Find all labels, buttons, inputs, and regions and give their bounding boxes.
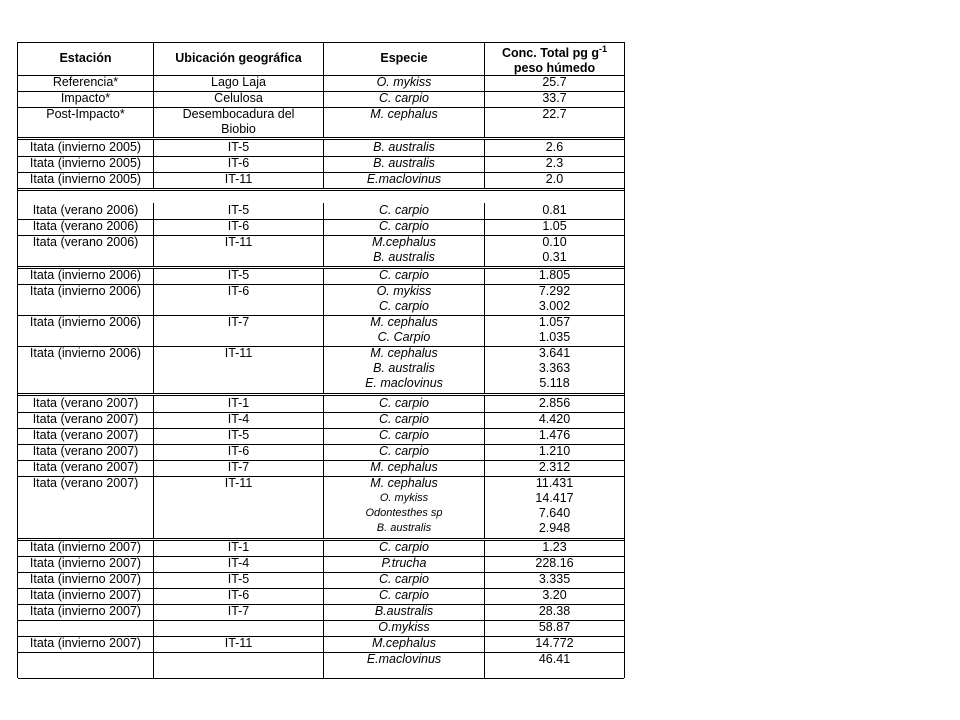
cell-concentracion-line: 46.41 (538, 652, 571, 666)
table-row (18, 156, 624, 172)
cell-especie (324, 156, 485, 172)
cell-ubicacion-line: IT-7 (227, 604, 250, 618)
header-especie: Especie (324, 42, 485, 75)
cell-especie-line: C. carpio (378, 219, 430, 233)
data-table (17, 42, 625, 678)
cell-ubicacion (154, 556, 324, 572)
cell-ubicacion (154, 219, 324, 235)
cell-estacion: Itata (invierno 2006) (18, 268, 154, 284)
cell-concentracion-line: 5.118 (539, 376, 570, 390)
cell-concentracion-line: 0.10 (542, 235, 567, 249)
cell-especie (324, 172, 485, 188)
cell-estacion (18, 652, 154, 678)
cell-concentracion (485, 203, 624, 219)
cell-especie (324, 140, 485, 156)
cell-especie-line: C. carpio (378, 540, 430, 554)
cell-ubicacion-line: IT-5 (227, 572, 250, 586)
table-header-row (18, 42, 624, 75)
row-separator (18, 476, 624, 477)
cell-estacion: Itata (invierno 2007) (18, 604, 154, 620)
cell-estacion (18, 620, 154, 636)
cell-concentracion-line: 2.948 (538, 521, 571, 535)
cell-especie-line: C. carpio (378, 588, 430, 602)
cell-ubicacion-line: IT-6 (227, 444, 250, 458)
cell-ubicacion (154, 140, 324, 156)
cell-concentracion (485, 315, 624, 346)
row-separator (18, 460, 624, 461)
cell-ubicacion (154, 460, 324, 476)
table-row (18, 315, 624, 346)
header-conc-exponent: -1 (598, 44, 607, 55)
cell-especie-line: B. australis (373, 156, 435, 170)
cell-especie-line: O. mykiss (376, 284, 432, 298)
table-row (18, 652, 624, 678)
table-row (18, 107, 624, 137)
cell-ubicacion (154, 636, 324, 652)
cell-estacion: Itata (invierno 2007) (18, 556, 154, 572)
cell-concentracion-line: 2.856 (538, 396, 571, 410)
cell-estacion: Itata (verano 2006) (18, 203, 154, 219)
cell-estacion: Itata (invierno 2005) (18, 172, 154, 188)
cell-estacion: Itata (invierno 2007) (18, 572, 154, 588)
cell-especie-line: B. australis (373, 361, 435, 375)
table-row (18, 172, 624, 188)
cell-concentracion-line: 22.7 (542, 107, 567, 121)
cell-concentracion (485, 412, 624, 428)
cell-ubicacion (154, 284, 324, 315)
cell-estacion: Itata (invierno 2005) (18, 156, 154, 172)
cell-especie (324, 284, 485, 315)
cell-ubicacion (154, 91, 324, 107)
cell-especie-line: M.cephalus (372, 235, 436, 249)
cell-especie (324, 235, 485, 266)
cell-especie (324, 604, 485, 620)
cell-especie-line: M. cephalus (370, 107, 438, 121)
cell-ubicacion (154, 315, 324, 346)
cell-concentracion-line: 3.002 (538, 299, 571, 313)
cell-especie (324, 588, 485, 604)
cell-concentracion (485, 604, 624, 620)
cell-ubicacion-line: IT-6 (227, 156, 250, 170)
row-separator (18, 678, 624, 679)
table-row (18, 235, 624, 266)
row-separator (18, 428, 624, 429)
cell-concentracion (485, 91, 624, 107)
cell-especie-line: O.mykiss (378, 620, 430, 634)
table-row (18, 284, 624, 315)
cell-estacion: Itata (invierno 2006) (18, 315, 154, 346)
group-separator (18, 538, 624, 541)
cell-especie-line: C. carpio (378, 203, 430, 217)
cell-especie-line: P.trucha (381, 556, 427, 570)
table-row (18, 460, 624, 476)
cell-concentracion (485, 396, 624, 412)
cell-ubicacion (154, 203, 324, 219)
cell-estacion: Itata (verano 2007) (18, 460, 154, 476)
cell-especie (324, 268, 485, 284)
row-separator (18, 284, 624, 285)
cell-especie (324, 219, 485, 235)
cell-especie-line: C. carpio (378, 91, 430, 105)
row-separator (18, 315, 624, 316)
group-separator (18, 266, 624, 269)
cell-especie (324, 460, 485, 476)
cell-ubicacion (154, 476, 324, 538)
row-separator (18, 556, 624, 557)
cell-ubicacion (154, 75, 324, 91)
cell-concentracion-line: 2.6 (545, 140, 564, 154)
cell-especie-line: C. carpio (378, 572, 430, 586)
table-row (18, 556, 624, 572)
row-separator (18, 91, 624, 92)
cell-especie (324, 91, 485, 107)
cell-ubicacion-line: IT-7 (227, 315, 250, 329)
cell-concentracion (485, 235, 624, 266)
cell-concentracion (485, 172, 624, 188)
cell-concentracion (485, 219, 624, 235)
table-row (18, 588, 624, 604)
cell-ubicacion (154, 396, 324, 412)
cell-concentracion (485, 140, 624, 156)
cell-concentracion (485, 540, 624, 556)
cell-concentracion-line: 0.31 (542, 250, 567, 264)
header-conc-line1 (502, 42, 607, 60)
cell-concentracion-line: 1.805 (538, 268, 571, 282)
cell-concentracion (485, 107, 624, 137)
cell-especie-line: E. maclovinus (365, 376, 443, 390)
row-separator (18, 620, 624, 621)
cell-concentracion-line: 58.87 (538, 620, 571, 634)
table-row (18, 219, 624, 235)
header-conc-text: Conc. Total pg g (502, 46, 599, 61)
cell-concentracion (485, 556, 624, 572)
cell-especie (324, 444, 485, 460)
group-separator (18, 188, 624, 191)
cell-especie-line: M.cephalus (372, 636, 436, 650)
row-separator (18, 42, 624, 43)
cell-ubicacion-line: Desembocadura del (182, 107, 295, 121)
cell-concentracion-line: 1.057 (538, 315, 571, 329)
cell-ubicacion-line: IT-1 (227, 540, 250, 554)
cell-concentracion (485, 268, 624, 284)
table-row (18, 620, 624, 636)
table-row (18, 428, 624, 444)
cell-especie (324, 412, 485, 428)
cell-ubicacion (154, 428, 324, 444)
cell-especie-line: B. australis (376, 522, 432, 534)
cell-concentracion-line: 11.431 (535, 476, 574, 490)
group-separator (18, 137, 624, 140)
table-row (18, 412, 624, 428)
cell-concentracion-line: 1.476 (538, 428, 571, 442)
cell-concentracion-line: 28.38 (538, 604, 571, 618)
cell-especie-line: C. carpio (378, 268, 430, 282)
cell-especie-line: E.maclovinus (366, 172, 442, 186)
cell-ubicacion (154, 652, 324, 678)
row-separator (18, 652, 624, 653)
cell-concentracion-line: 7.292 (538, 284, 571, 298)
cell-especie-line: Odontesthes sp (365, 507, 443, 519)
cell-ubicacion-line: IT-5 (227, 140, 250, 154)
cell-concentracion-line: 25.7 (542, 75, 567, 89)
cell-estacion: Itata (invierno 2007) (18, 636, 154, 652)
cell-concentracion (485, 428, 624, 444)
cell-especie (324, 396, 485, 412)
table-row (18, 636, 624, 652)
cell-concentracion (485, 460, 624, 476)
row-separator (18, 346, 624, 347)
table-row (18, 91, 624, 107)
cell-estacion: Itata (invierno 2007) (18, 540, 154, 556)
table-row (18, 203, 624, 219)
cell-ubicacion-line: IT-11 (224, 476, 253, 490)
cell-concentracion-line: 14.417 (535, 491, 574, 505)
cell-ubicacion-line: IT-11 (224, 172, 253, 186)
table-row (18, 396, 624, 412)
cell-estacion: Itata (verano 2007) (18, 428, 154, 444)
cell-concentracion-line: 7.640 (538, 506, 571, 520)
cell-concentracion-line: 228.16 (535, 556, 574, 570)
row-separator (18, 604, 624, 605)
cell-ubicacion-line: IT-7 (227, 460, 250, 474)
cell-estacion: Itata (invierno 2007) (18, 588, 154, 604)
cell-especie-line: C. carpio (378, 444, 430, 458)
cell-ubicacion (154, 156, 324, 172)
cell-ubicacion (154, 620, 324, 636)
row-separator (18, 172, 624, 173)
cell-estacion: Referencia* (18, 75, 154, 91)
table-row (18, 268, 624, 284)
row-separator (18, 75, 624, 76)
cell-estacion: Itata (invierno 2006) (18, 284, 154, 315)
cell-especie (324, 620, 485, 636)
cell-especie-line: B. australis (373, 250, 435, 264)
cell-ubicacion (154, 588, 324, 604)
cell-ubicacion-line: IT-1 (227, 396, 250, 410)
cell-concentracion-line: 1.23 (542, 540, 567, 554)
cell-concentracion-line: 3.335 (538, 572, 571, 586)
cell-especie-line: C. carpio (378, 299, 430, 313)
cell-especie (324, 476, 485, 538)
cell-concentracion-line: 1.05 (542, 219, 567, 233)
cell-especie (324, 540, 485, 556)
cell-especie (324, 636, 485, 652)
cell-concentracion (485, 284, 624, 315)
cell-especie (324, 572, 485, 588)
cell-estacion: Itata (verano 2007) (18, 396, 154, 412)
cell-ubicacion-line: Lago Laja (211, 75, 266, 89)
row-separator (18, 219, 624, 220)
header-estacion: Estación (18, 42, 154, 75)
cell-estacion: Itata (verano 2007) (18, 412, 154, 428)
cell-especie-line: B. australis (373, 140, 435, 154)
table-row (18, 572, 624, 588)
table-row (18, 140, 624, 156)
cell-especie-line: C. carpio (378, 428, 430, 442)
cell-especie-line: M. cephalus (370, 460, 438, 474)
row-separator (18, 636, 624, 637)
cell-concentracion-line: 14.772 (535, 636, 574, 650)
cell-especie (324, 75, 485, 91)
header-concentracion (485, 42, 624, 75)
cell-especie (324, 428, 485, 444)
cell-especie-line: M. cephalus (370, 346, 438, 360)
cell-estacion: Itata (invierno 2005) (18, 140, 154, 156)
cell-ubicacion-line: IT-4 (227, 412, 250, 426)
table-row (18, 75, 624, 91)
cell-concentracion-line: 0.81 (542, 203, 567, 217)
cell-concentracion (485, 620, 624, 636)
cell-concentracion-line: 2.3 (545, 156, 564, 170)
cell-ubicacion-line: Biobio (221, 122, 256, 136)
row-separator (18, 572, 624, 573)
cell-ubicacion-line: IT-11 (224, 636, 253, 650)
cell-concentracion-line: 33.7 (542, 91, 567, 105)
table-row (18, 604, 624, 620)
cell-estacion: Itata (invierno 2006) (18, 346, 154, 393)
cell-especie (324, 315, 485, 346)
cell-concentracion-line: 2.312 (538, 460, 571, 474)
cell-ubicacion (154, 412, 324, 428)
cell-especie-line: C. carpio (378, 396, 430, 410)
cell-ubicacion-line: IT-5 (227, 428, 250, 442)
cell-estacion: Itata (verano 2006) (18, 235, 154, 266)
cell-estacion: Itata (verano 2007) (18, 476, 154, 538)
cell-especie-line: E.maclovinus (366, 652, 442, 666)
row-separator (18, 235, 624, 236)
cell-ubicacion-line: IT-4 (227, 556, 250, 570)
row-separator (18, 156, 624, 157)
cell-especie-line: O. mykiss (379, 492, 429, 504)
cell-ubicacion (154, 604, 324, 620)
row-separator (18, 588, 624, 589)
cell-concentracion-line: 3.20 (542, 588, 567, 602)
cell-concentracion (485, 346, 624, 393)
cell-estacion: Itata (verano 2007) (18, 444, 154, 460)
cell-ubicacion (154, 346, 324, 393)
cell-ubicacion (154, 444, 324, 460)
cell-concentracion (485, 636, 624, 652)
cell-especie (324, 107, 485, 137)
cell-concentracion-line: 3.641 (538, 346, 571, 360)
cell-concentracion-line: 3.363 (538, 361, 571, 375)
cell-estacion: Post-Impacto* (18, 107, 154, 137)
cell-ubicacion-line: IT-6 (227, 284, 250, 298)
cell-concentracion (485, 572, 624, 588)
cell-concentracion-line: 1.210 (538, 444, 571, 458)
table-row (18, 540, 624, 556)
cell-concentracion (485, 652, 624, 678)
cell-ubicacion-line: IT-6 (227, 219, 250, 233)
cell-ubicacion (154, 107, 324, 137)
cell-concentracion-line: 1.035 (538, 330, 571, 344)
cell-ubicacion-line: Celulosa (214, 91, 263, 105)
cell-especie-line: O. mykiss (376, 75, 432, 89)
cell-especie-line: B.australis (374, 604, 434, 618)
cell-ubicacion (154, 540, 324, 556)
table-row (18, 444, 624, 460)
header-conc-line2: peso húmedo (513, 60, 596, 75)
cell-ubicacion-line: IT-5 (227, 203, 250, 217)
cell-concentracion (485, 156, 624, 172)
cell-ubicacion-line: IT-5 (227, 268, 250, 282)
cell-ubicacion-line: IT-6 (227, 588, 250, 602)
cell-especie-line: C. carpio (378, 412, 430, 426)
cell-ubicacion (154, 572, 324, 588)
cell-ubicacion (154, 172, 324, 188)
cell-concentracion (485, 444, 624, 460)
header-ubicacion: Ubicación geográfica (154, 42, 324, 75)
cell-concentracion (485, 476, 624, 538)
cell-estacion: Itata (verano 2006) (18, 219, 154, 235)
cell-especie (324, 203, 485, 219)
group-separator (18, 393, 624, 396)
cell-concentracion (485, 75, 624, 91)
cell-concentracion (485, 588, 624, 604)
row-separator (18, 444, 624, 445)
cell-especie (324, 346, 485, 393)
cell-concentracion-line: 2.0 (545, 172, 564, 186)
cell-estacion: Impacto* (18, 91, 154, 107)
cell-concentracion-line: 4.420 (538, 412, 571, 426)
cell-especie (324, 652, 485, 678)
table-row (18, 346, 624, 393)
cell-especie (324, 556, 485, 572)
cell-ubicacion (154, 268, 324, 284)
row-separator (18, 412, 624, 413)
row-separator (18, 107, 624, 108)
cell-ubicacion (154, 235, 324, 266)
cell-especie-line: M. cephalus (370, 476, 438, 490)
cell-especie-line: M. cephalus (370, 315, 438, 329)
table-row (18, 476, 624, 538)
cell-especie-line: C. Carpio (377, 330, 431, 344)
cell-ubicacion-line: IT-11 (224, 346, 253, 360)
cell-ubicacion-line: IT-11 (224, 235, 253, 249)
